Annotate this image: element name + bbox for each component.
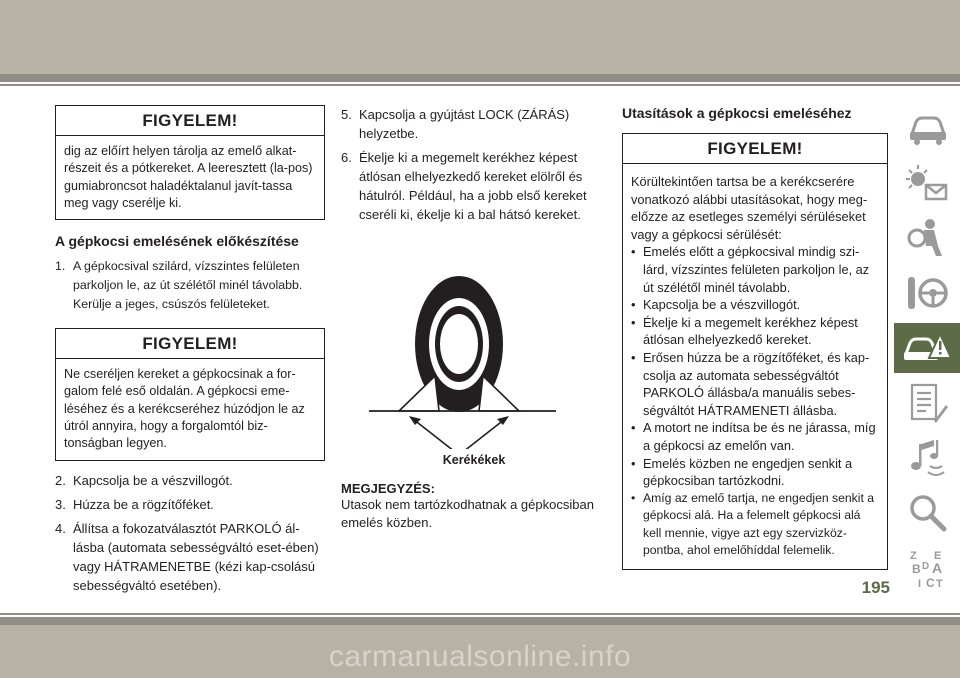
warning-content [623, 164, 887, 569]
airbag-person-icon [904, 216, 950, 260]
warning-text: Ne cseréljen kereket a gépkocsinak a for-galom felé eső oldalán. A gépkocsi eme-léséhez és a kerékcseréhez húzódjon le az útról annyira, hogy a forgalomtól biz-tonságban legyen. [64, 367, 305, 451]
header-rule [0, 84, 960, 86]
tab-in-case-of-emergency[interactable] [894, 323, 960, 373]
note-title: MEGJEGYZÉS: [341, 481, 435, 496]
bullet-item: • Kapcsolja be a vészvillogót. [631, 297, 801, 313]
column-right [622, 105, 888, 570]
tab-car-dashboard[interactable] [894, 103, 960, 153]
tab-servicing-maintenance[interactable] [894, 378, 960, 428]
svg-text:E: E [934, 550, 942, 562]
step-5: 5. Kapcsolja a gyújtást LOCK (ZÁRÁS) helyzetbe. [341, 107, 570, 141]
svg-text:B: B [912, 562, 921, 576]
tab-safety[interactable] [894, 213, 960, 263]
warning-box-storage [55, 105, 325, 220]
maintenance-checklist-icon [904, 381, 950, 425]
step-4: 4. Állítsa a fokozatválasztót PARKOLÓ ál-lásba (automata sebességváltó eset-ében) vagy HÁTRAMENETBE (kézi kap-csolású sebességváltó esetében). [55, 520, 319, 593]
column-middle [341, 105, 607, 532]
tab-search[interactable] [894, 488, 960, 538]
wheel-chocks-figure [341, 259, 607, 449]
header-strip [0, 74, 960, 82]
left-chock [399, 376, 439, 411]
bullet-item: • Emelés előtt a gépkocsival mindig szi-lárd, vízszintes felületen parkoljon le, az út szélétől minél távolabb. [631, 244, 870, 295]
bullet-item: • Emelés közben ne engedjen senkit a gépkocsiban tartózkodni. [631, 455, 853, 489]
right-chock [479, 376, 519, 411]
chapter-tabs [894, 103, 960, 589]
svg-text:T: T [936, 578, 943, 590]
warning-lights-message-icon [904, 161, 950, 205]
tab-index[interactable] [894, 543, 960, 593]
tab-multimedia[interactable] [894, 433, 960, 483]
warning-title: FIGYELEM! [56, 329, 324, 359]
wheel-chocks-illustration [341, 259, 607, 449]
header-band [0, 0, 960, 74]
note-text: Utasok nem tartózkodhatnak a gépkocsiban emelés közben. [341, 497, 594, 530]
column-left [55, 105, 325, 600]
footer-strip [0, 617, 960, 625]
steering-wheel-icon [904, 271, 950, 315]
car-dashboard-icon [904, 108, 950, 148]
tab-starting-operating[interactable] [894, 268, 960, 318]
step-3: 3. Húzza be a rögzítőféket. [55, 496, 214, 512]
svg-text:Z: Z [910, 550, 917, 562]
bullet-item: • Amíg az emelő tartja, ne engedjen senkit a gépkocsi alá. Ha a felemelt gépkocsi alá kell mennie, vigye azt egy szervizköz-pontba, ahol emelőhíddal felemelik. [631, 490, 875, 558]
watermark-text: carmanualsonline.info [328, 640, 632, 673]
bullet-item: • Ékelje ki a megemelt kerékhez képest átlósan elhelyezkedő kereket. [631, 314, 858, 348]
alphabetical-index-icon [904, 545, 950, 591]
section-heading-preparation: A gépkocsi emelésének előkészítése [55, 233, 299, 250]
svg-text:D: D [922, 561, 930, 572]
page-number: 195 [861, 578, 890, 597]
search-magnifier-icon [904, 491, 950, 535]
section-heading-instructions: Utasítások a gépkocsi emeléséhez [622, 105, 852, 121]
warning-title: FIGYELEM! [56, 106, 324, 136]
figure-caption: Kerékékek [442, 453, 506, 467]
warning-box-traffic [55, 328, 325, 460]
warning-title: FIGYELEM! [623, 134, 887, 164]
warning-box-lifting [622, 133, 888, 570]
bullet-item: • Erősen húzza be a rögzítőféket, és kap-csolja az automata sebességváltót PARKOLÓ állásba/a manuális sebes-ségváltót HÁTRAMENETI állásba. [631, 349, 870, 418]
rim-inner [440, 314, 478, 374]
tab-warning-lights[interactable] [894, 158, 960, 208]
warning-intro: Körültekintően tartsa be a kerékcserére vonatkozó alábbi utasításokat, hogy meg-előzze az esetleges személyi sérüléseket vagy a gépkocsi sérülését: [631, 174, 868, 242]
bullet-item: • A motort ne indítsa be és ne járassa, míg a gépkocsi az emelőn van. [631, 420, 876, 453]
footer-rule [0, 613, 960, 615]
svg-text:A: A [932, 560, 943, 576]
warning-text: dig az előírt helyen tárolja az emelő alkat-részeit és a pótkereket. A leeresztett (la-pos) gumiabroncsot haladéktalanul javít-tassa meg vagy cserélje ki. [64, 144, 313, 210]
step-6: 6. Ékelje ki a megemelt kerékhez képest átlósan elhelyezkedő kereket elölről és hátulról. Például, ha a jobb első kereket cseréli ki, ékelje ki a bal hátsó kereket. [341, 150, 587, 222]
step-2: 2. Kapcsolja be a vészvillogót. [55, 472, 233, 488]
car-hazard-emergency-icon [902, 328, 952, 368]
svg-text:I: I [918, 578, 922, 590]
multimedia-music-icon [904, 436, 950, 480]
svg-text:C: C [926, 576, 935, 590]
step-1: 1. A gépkocsival szilárd, vízszintes felületen parkoljon le, az út szélétől minél távolabb. Kerülje a jeges, csúszós felületeket. [55, 259, 303, 312]
